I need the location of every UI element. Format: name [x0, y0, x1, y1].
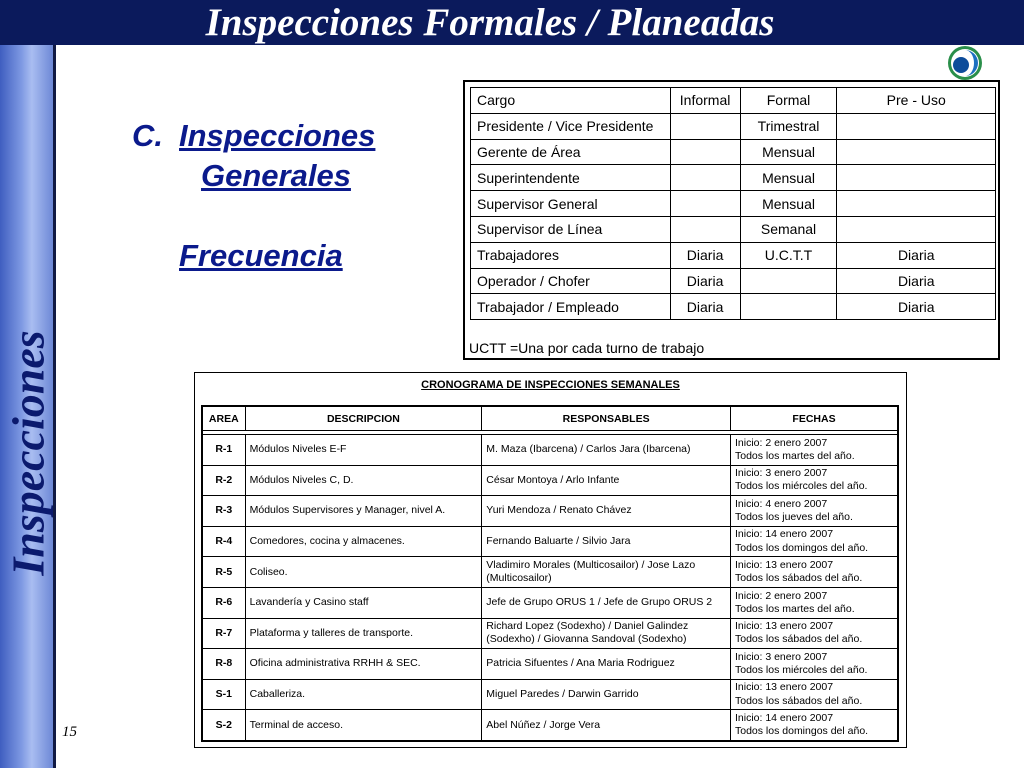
fecha-frecuencia: Todos los domingos del año. — [734, 541, 869, 554]
fecha-frecuencia: Todos los martes del año. — [734, 602, 855, 615]
cell-responsables: Vladimiro Morales (Multicosailor) / Jose Lazo (Multicosailor) — [482, 557, 731, 588]
cell-formal — [740, 294, 837, 320]
table-row — [471, 216, 996, 242]
cell-formal: Mensual — [740, 165, 837, 191]
cell-fechas — [730, 465, 898, 496]
cell-pre-uso — [837, 216, 996, 242]
fecha-frecuencia: Todos los sábados del año. — [734, 633, 863, 646]
cell-fechas — [730, 557, 898, 588]
table-row — [471, 113, 996, 139]
fecha-frecuencia: Todos los domingos del año. — [734, 725, 869, 738]
cell-descripcion: Módulos Niveles E-F — [245, 435, 482, 466]
cell-descripcion: Lavandería y Casino staff — [245, 587, 482, 618]
heading-prefix: C. — [132, 118, 163, 153]
fecha-inicio: Inicio: 3 enero 2007 — [734, 650, 828, 663]
cell-formal: Trimestral — [740, 113, 837, 139]
heading-line1 — [179, 118, 375, 154]
cell-cargo: Gerente de Área — [471, 139, 671, 165]
cell-fechas — [730, 435, 898, 466]
cell-descripcion: Comedores, cocina y almacenes. — [245, 526, 482, 557]
heading-line3-text: Frecuencia — [179, 238, 343, 273]
cell-cargo: Trabajadores — [471, 242, 671, 268]
cell-fechas — [730, 496, 898, 527]
sidebar — [0, 45, 56, 768]
cell-fechas — [730, 710, 898, 741]
cell-formal: Mensual — [740, 139, 837, 165]
cell-cargo: Presidente / Vice Presidente — [471, 113, 671, 139]
cell-area: R-4 — [202, 526, 245, 557]
cell-descripcion: Coliseo. — [245, 557, 482, 588]
cell-fechas — [730, 526, 898, 557]
sidebar-label: Inspecciones — [2, 330, 54, 576]
cell-informal: Diaria — [670, 242, 740, 268]
page-number: 15 — [62, 724, 77, 740]
cell-formal: U.C.T.T — [740, 242, 837, 268]
table-row — [202, 557, 898, 588]
header-pre-uso: Pre - Uso — [837, 88, 996, 114]
header-responsables: RESPONSABLES — [482, 406, 731, 431]
cell-area: R-5 — [202, 557, 245, 588]
fecha-frecuencia: Todos los miércoles del año. — [734, 663, 868, 676]
header-cargo: Cargo — [471, 88, 671, 114]
cell-responsables: Fernando Baluarte / Silvio Jara — [482, 526, 731, 557]
heading-line2 — [201, 158, 351, 194]
table-row — [202, 679, 898, 710]
table-row — [471, 191, 996, 217]
fecha-inicio: Inicio: 13 enero 2007 — [734, 620, 834, 633]
cell-responsables: Jefe de Grupo ORUS 1 / Jefe de Grupo ORUS 2 — [482, 587, 731, 618]
cell-cargo: Superintendente — [471, 165, 671, 191]
fecha-frecuencia: Todos los sábados del año. — [734, 694, 863, 707]
cell-area: S-1 — [202, 679, 245, 710]
table-header-row — [202, 406, 898, 431]
fecha-inicio: Inicio: 2 enero 2007 — [734, 436, 828, 449]
table-row — [471, 242, 996, 268]
header-fechas: FECHAS — [730, 406, 898, 431]
heading-line3 — [179, 238, 343, 274]
cell-area: R-6 — [202, 587, 245, 618]
cell-informal — [670, 216, 740, 242]
cell-area: R-3 — [202, 496, 245, 527]
fecha-inicio: Inicio: 2 enero 2007 — [734, 589, 828, 602]
cell-cargo: Supervisor de Línea — [471, 216, 671, 242]
table-row — [202, 526, 898, 557]
cell-pre-uso: Diaria — [837, 294, 996, 320]
cronograma-title: CRONOGRAMA DE INSPECCIONES SEMANALES — [421, 379, 680, 391]
table-row — [202, 618, 898, 649]
table-header-row — [471, 88, 996, 114]
cell-informal — [670, 139, 740, 165]
table-row — [202, 496, 898, 527]
cell-descripcion: Módulos Supervisores y Manager, nivel A. — [245, 496, 482, 527]
table-row — [471, 294, 996, 320]
table-row — [202, 649, 898, 680]
cell-responsables: M. Maza (Ibarcena) / Carlos Jara (Ibarcena) — [482, 435, 731, 466]
cell-pre-uso — [837, 113, 996, 139]
cell-descripcion: Caballeriza. — [245, 679, 482, 710]
frequency-panel — [463, 80, 1000, 360]
cell-formal — [740, 268, 837, 294]
cell-responsables: Abel Núñez / Jorge Vera — [482, 710, 731, 741]
cell-cargo: Trabajador / Empleado — [471, 294, 671, 320]
cronograma-panel — [194, 372, 907, 748]
header-formal: Formal — [740, 88, 837, 114]
table-row — [202, 465, 898, 496]
frequency-table — [470, 87, 996, 320]
heading-line1-text: Inspecciones — [179, 118, 376, 153]
cell-informal — [670, 191, 740, 217]
cell-fechas — [730, 679, 898, 710]
cell-responsables: Richard Lopez (Sodexho) / Daniel Galindez (Sodexho) / Giovanna Sandoval (Sodexho) — [482, 618, 731, 649]
cell-formal: Mensual — [740, 191, 837, 217]
table-row — [202, 710, 898, 741]
cell-area: R-7 — [202, 618, 245, 649]
cell-responsables: Yuri Mendoza / Renato Chávez — [482, 496, 731, 527]
fecha-frecuencia: Todos los jueves del año. — [734, 510, 853, 523]
cell-informal — [670, 113, 740, 139]
cell-descripcion: Plataforma y talleres de transporte. — [245, 618, 482, 649]
cell-pre-uso: Diaria — [837, 242, 996, 268]
cell-descripcion: Oficina administrativa RRHH & SEC. — [245, 649, 482, 680]
cell-fechas — [730, 618, 898, 649]
fecha-frecuencia: Todos los miércoles del año. — [734, 480, 868, 493]
cell-area: R-1 — [202, 435, 245, 466]
cell-pre-uso: Diaria — [837, 268, 996, 294]
frequency-note: UCTT =Una por cada turno de trabajo — [469, 340, 705, 356]
cell-pre-uso — [837, 139, 996, 165]
cell-responsables: Patricia Sifuentes / Ana Maria Rodriguez — [482, 649, 731, 680]
cronograma-table — [201, 405, 899, 742]
cell-formal: Semanal — [740, 216, 837, 242]
fecha-inicio: Inicio: 14 enero 2007 — [734, 528, 834, 541]
fecha-inicio: Inicio: 4 enero 2007 — [734, 497, 828, 510]
company-logo-icon — [947, 45, 983, 81]
fecha-inicio: Inicio: 13 enero 2007 — [734, 681, 834, 694]
fecha-inicio: Inicio: 14 enero 2007 — [734, 712, 834, 725]
cell-fechas — [730, 587, 898, 618]
table-row — [202, 435, 898, 466]
cell-responsables: Miguel Paredes / Darwin Garrido — [482, 679, 731, 710]
table-row — [202, 587, 898, 618]
cell-pre-uso — [837, 165, 996, 191]
cell-descripcion: Módulos Niveles C, D. — [245, 465, 482, 496]
cell-informal: Diaria — [670, 294, 740, 320]
cell-informal: Diaria — [670, 268, 740, 294]
cell-area: R-2 — [202, 465, 245, 496]
table-row — [471, 268, 996, 294]
header-informal: Informal — [670, 88, 740, 114]
cell-cargo: Operador / Chofer — [471, 268, 671, 294]
fecha-frecuencia: Todos los martes del año. — [734, 449, 855, 462]
cell-area: S-2 — [202, 710, 245, 741]
table-row — [471, 165, 996, 191]
title-bar — [0, 0, 1024, 45]
header-descripcion: DESCRIPCION — [245, 406, 482, 431]
header-area: AREA — [202, 406, 245, 431]
fecha-frecuencia: Todos los sábados del año. — [734, 572, 863, 585]
cell-cargo: Supervisor General — [471, 191, 671, 217]
fecha-inicio: Inicio: 3 enero 2007 — [734, 467, 828, 480]
cell-area: R-8 — [202, 649, 245, 680]
cell-descripcion: Terminal de acceso. — [245, 710, 482, 741]
fecha-inicio: Inicio: 13 enero 2007 — [734, 559, 834, 572]
cell-informal — [670, 165, 740, 191]
cell-responsables: César Montoya / Arlo Infante — [482, 465, 731, 496]
cell-pre-uso — [837, 191, 996, 217]
cell-fechas — [730, 649, 898, 680]
table-row — [471, 139, 996, 165]
slide-title: Inspecciones Formales / Planeadas — [205, 1, 775, 44]
heading-line2-text: Generales — [201, 158, 351, 193]
